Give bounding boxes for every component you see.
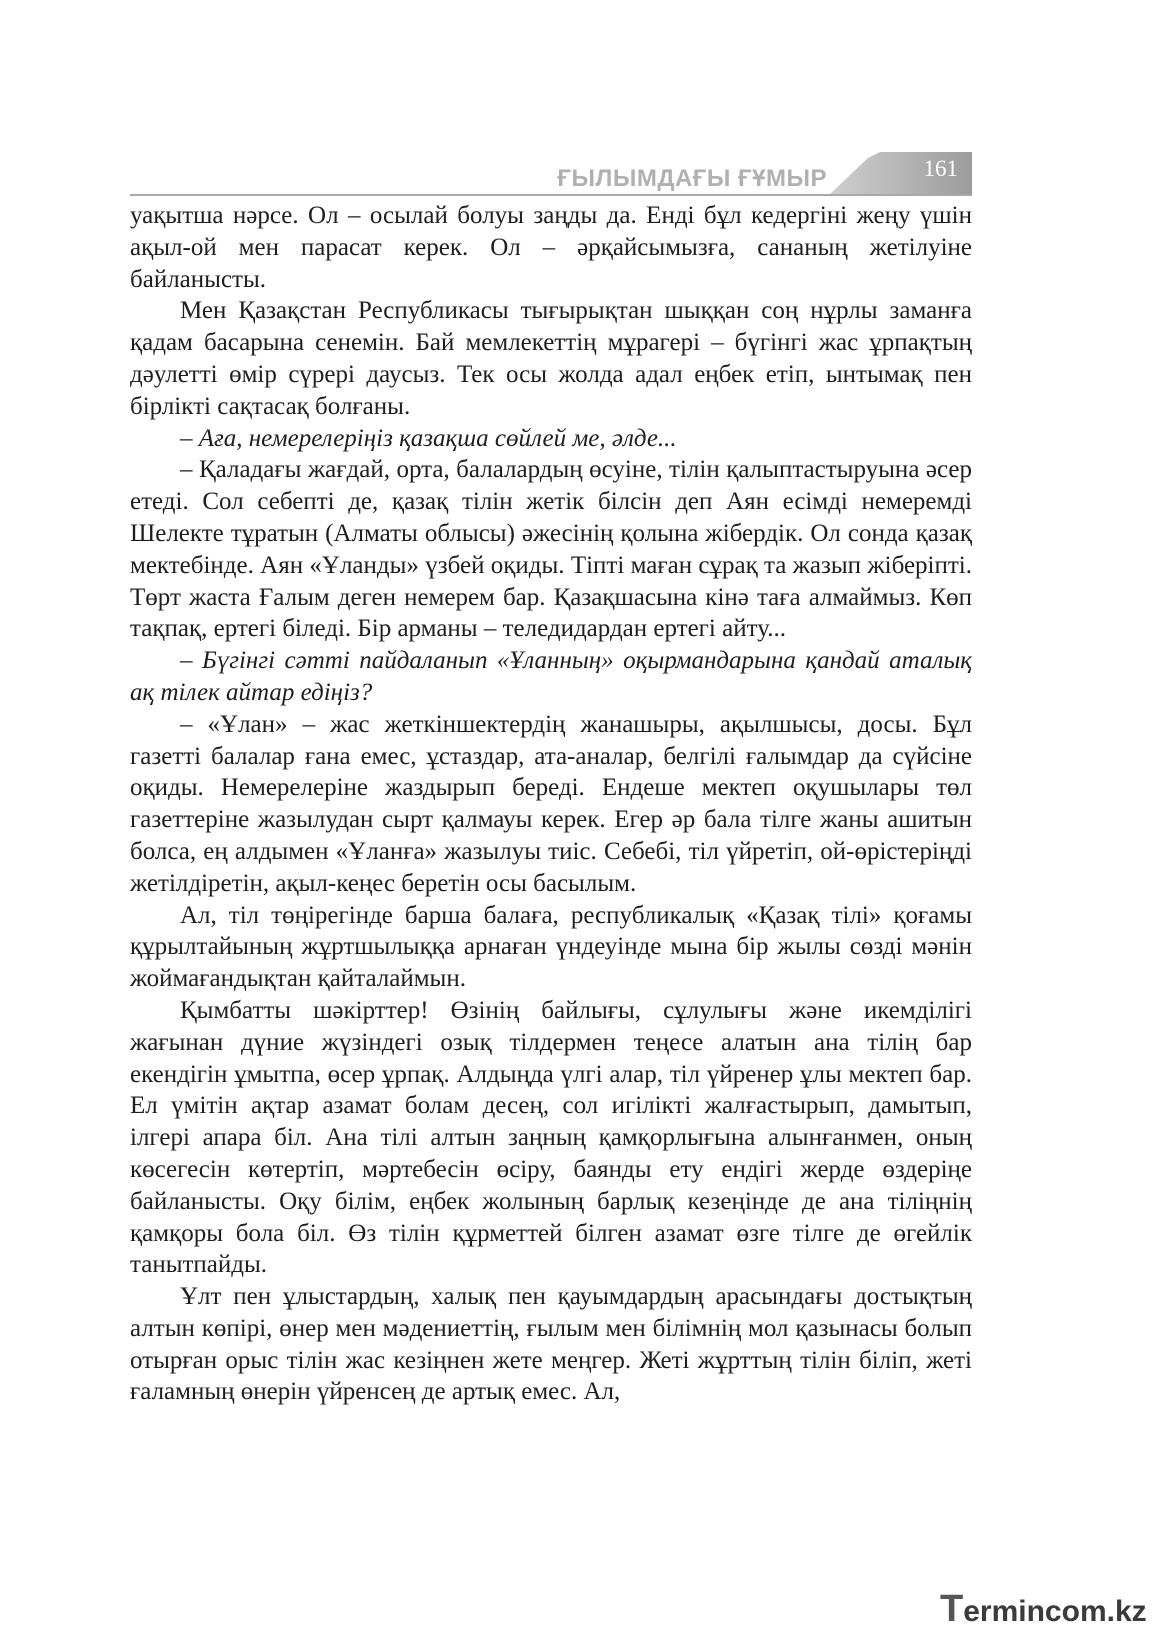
page-number: 161 [923, 156, 958, 181]
paragraph: Мен Қазақстан Республикасы тығырықтан шыққан соң нұрлы заманға қадам басарына сенемін. Бай мемлекеттің мұрагері – бүгінгі жас ұрпақтың дәулетті өмір сүрері даусыз. Тек осы жолда адал еңбек етіп, ынтымақ пен бірлікті сақтасақ болғаны. [130, 297, 972, 420]
watermark-logo [940, 1588, 1150, 1628]
interview-answer: – Қаладағы жағдай, орта, балалардың өсуіне, тілін қалыптастыруына әсер етеді. Сол себепті де, қазақ тілін жетік білсін деп Аян есімді немеремді Шелекте тұратын (Алматы облысы) әжесінің қолына жібердік. Ол сонда қазақ мектебінде. Аян «Ұланды» үзбей оқиды. Тіпті маған сұрақ та жазып жіберіпті. Төрт жаста Ғалым деген немерем бар. Қазақшасына кінә таға алмаймыз. Көп тақпақ, ертегі біледі. Бір арманы – теледидардан ертегі айту... [130, 456, 972, 643]
paragraph: Ұлт пен ұлыстардың, халық пен қауымдардың арасындағы достықтың алтын көпірі, өнер мен мәдениеттің, ғылым мен білімнің мол қазынасы болып отырған орыс тілін жас кезіңнен жете меңгер. Жеті жұрттың тілін біліп, жеті ғаламның өнерін үйренсең де артық емес. Ал, [130, 1283, 972, 1406]
header-rule [130, 194, 972, 196]
paragraph: Ал, тіл төңірегінде барша балаға, республикалық «Қазақ тілі» қоғамы құрылтайының жұртшылыққа арнаған үндеуінде мына бір жылы сөзді мәнін жоймағандықтан қайталаймын. [130, 901, 972, 993]
watermark-letter-t: T [940, 1588, 964, 1630]
interview-answer: – «Ұлан» – жас жеткіншектердің жанашыры, ақылшысы, досы. Бұл газетті балалар ғана емес, ұстаздар, ата-аналар, белгілі ғалымдар да сүйсіне оқиды. Немерелеріне жаздырып береді. Ендеше мектеп оқушылары төл газеттеріне жазылудан сырт қалмауы керек. Егер әр бала тілге жаны ашитын болса, ең алдымен «Ұланға» жазылуы тиіс. Себебі, тіл үйретіп, ой-өрістеріңді жетілдіретін, ақыл-кеңес беретін осы басылым. [130, 710, 972, 897]
watermark-o: o [1061, 1595, 1080, 1628]
interview-question: – Бүгінгі сәтті пайдаланып «Ұланның» оқырмандарына қандай аталық ақ тілек айтар едіңіз? [130, 647, 972, 706]
paragraph: Қымбатты шәкірттер! Өзінің байлығы, сұлулығы және икемділігі жағынан дүние жүзіндегі озық тілдермен теңесе алатын ана тілің бар екендігін ұмытпа, өсер ұрпақ. Алдыңда үлгі алар, тіл үйренер ұлы мектеп бар. Ел үмітін ақтар азамат болам десең, сол игілікті жалғастырып, дамытып, ілгері апара біл. Ана тілі алтын заңның қамқорлығына алынғанмен, оның көсегесін көтертіп, мәртебесін өсіру, баянды ету ендігі жерде өздеріңе байланысты. Оқу білім, еңбек жолының барлық кезеңінде де ана тіліңнің қамқоры бола біл. Өз тілін құрметтей білген азамат өзге тілге де өгейлік танытпайды. [130, 996, 972, 1279]
running-header [130, 148, 972, 196]
running-title: ҒЫЛЫМДАҒЫ ҒҰМЫР [557, 165, 827, 192]
article-body [130, 200, 972, 1408]
interview-question: – Аға, немерелеріңіз қазақша сөйлей ме, әлде... [180, 424, 677, 452]
paragraph-continuation: уақытша нәрсе. Ол – осылай болуы заңды да. Енді бұл кедергіні жеңу үшін ақыл-ой мен парасат керек. Ол – әрқайсымызға, сананың жетілуіне байланысты. [130, 202, 972, 293]
watermark-text: erminc [963, 1595, 1062, 1628]
watermark-tail: m.kz [1079, 1595, 1147, 1628]
